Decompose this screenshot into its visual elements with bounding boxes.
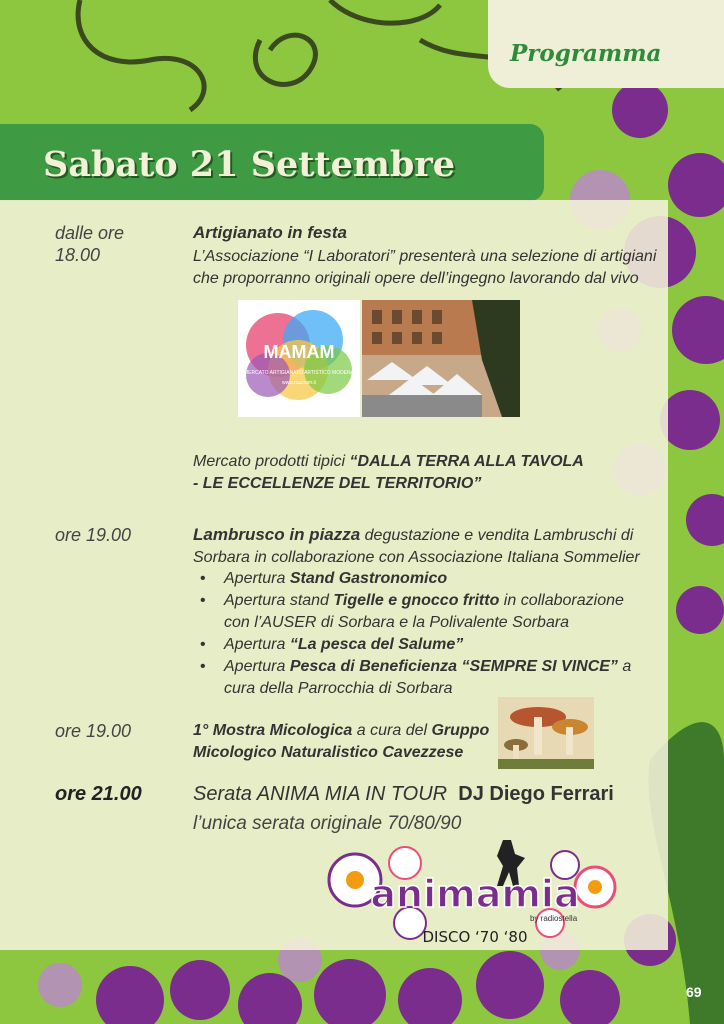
event-serata xyxy=(193,783,614,805)
event-time: ore 21.00 xyxy=(55,783,142,805)
event-title: Serata ANIMA MIA IN TOUR xyxy=(193,783,448,805)
bullet-text: Apertura xyxy=(224,570,290,587)
list-item xyxy=(196,568,646,590)
event-title: Lambrusco in piazza xyxy=(193,525,361,544)
bullet-text: Apertura xyxy=(224,658,290,675)
mam-logo-text: MAMAM xyxy=(263,342,335,362)
date-title: Sabato 21 Settembre xyxy=(43,144,456,185)
event-text: a cura del xyxy=(352,722,432,739)
bullet-text: Apertura xyxy=(224,636,290,653)
bullet-bold: Tigelle e gnocco fritto xyxy=(333,592,500,609)
event-time: dalle ore 18.00 xyxy=(55,223,125,265)
event-organizer: Gruppo Micologico Naturalistico Cavezzese xyxy=(193,722,490,761)
mam-logo-url: www.mamam.it xyxy=(282,380,316,386)
mam-logo-sub: MERCATO ARTIGIANATO ARTISTICO MODENA xyxy=(243,370,355,376)
date-banner xyxy=(0,124,544,201)
event-description: L’Associazione “I Laboratori” presenterà una selezione di artigiani che proporranno originali opere dell’ingegno lavorando dal vivo xyxy=(193,248,657,287)
bullet-bold: “La pesca del Salume” xyxy=(289,636,464,653)
market-photo xyxy=(362,300,520,417)
page-number: 69 xyxy=(686,984,702,1000)
event-time: ore 19.00 xyxy=(55,525,132,545)
mercato-title: “DALLA TERRA ALLA TAVOLA - LE ECCELLENZE DEL TERRITORIO” xyxy=(193,453,584,492)
event-title: 1° Mostra Micologica xyxy=(193,722,353,739)
mushroom-illustration xyxy=(498,697,594,769)
event-title: Artigianato in festa xyxy=(193,223,347,242)
animamia-logo xyxy=(325,835,620,950)
section-tab xyxy=(488,0,724,88)
event-lambrusco xyxy=(193,524,653,569)
bullet-bold: Stand Gastronomico xyxy=(289,570,448,587)
list-item xyxy=(196,634,646,656)
bullet-list xyxy=(196,568,646,700)
animamia-by: by radiostella xyxy=(530,914,578,923)
bullet-bold: Pesca di Beneficienza “SEMPRE SI VINCE” xyxy=(289,658,618,675)
event-dj: DJ Diego Ferrari xyxy=(458,783,614,805)
mercato-text xyxy=(193,451,593,495)
animamia-text: animamia xyxy=(370,872,580,916)
bullet-text: in collaborazione con l’AUSER di Sorbara e la Polivalente Sorbara xyxy=(224,592,624,631)
event-description: degustazione e vendita Lambruschi di Sorbara in collaborazione con Associazione Italiana Sommelier xyxy=(193,527,640,566)
event-time: ore 19.00 xyxy=(55,721,132,741)
list-item xyxy=(196,590,646,634)
mercato-label: Mercato prodotti tipici xyxy=(193,453,346,470)
list-item xyxy=(196,656,646,700)
bullet-text: Apertura stand xyxy=(224,592,334,609)
bullet-text: a cura della Parrocchia di Sorbara xyxy=(224,658,632,697)
animamia-disco: DISCO ‘70 ‘80 xyxy=(422,928,528,946)
event-subtitle: l’unica serata originale 70/80/90 xyxy=(193,813,462,834)
section-title: Programma xyxy=(510,40,662,67)
event-mostra xyxy=(193,720,493,764)
mam-logo xyxy=(238,300,360,417)
